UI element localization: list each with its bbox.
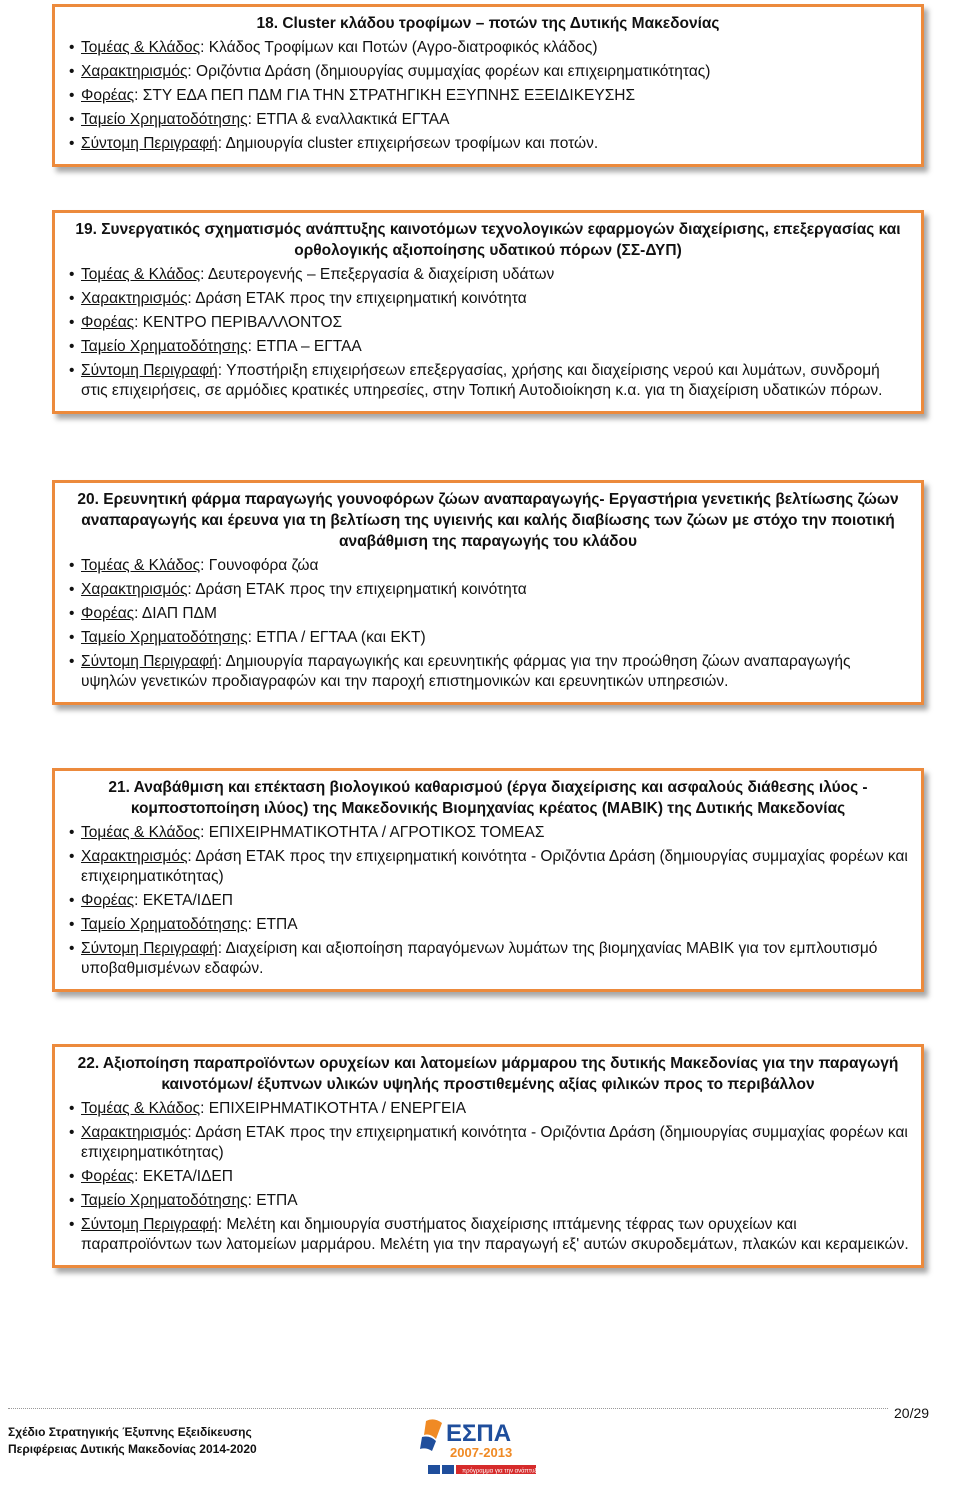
footer-divider xyxy=(8,1408,888,1409)
project-card-20 xyxy=(52,480,924,705)
card-title: 22. Αξιοποίηση παραπροϊόντων ορυχείων και λατομείων μάρμαρου της δυτικής Μακεδονίας για την παραγωγή καινοτόμων/ έξυπνων υλικών υψηλής προστιθεμένης αξίας φιλικών προς το περιβάλλον xyxy=(77,1055,899,1093)
logo-tagline: πρόγραμμα για την ανάπτυξη xyxy=(462,1468,540,1475)
logo-swoosh-orange xyxy=(424,1419,442,1439)
card-title: 18. Cluster κλάδου τροφίμων – ποτών της Δυτικής Μακεδονίας xyxy=(256,15,720,32)
eu-flag-icon xyxy=(442,1465,454,1474)
card-title: 21. Αναβάθμιση και επέκταση βιολογικού καθαρισμού (έργα διαχείρισης και ασφαλούς διάθεσης ιλύος - κομποστοποίηση ιλύος) της Μακεδονικής Βιομηχανίας κρέατος (ΜΑΒΙΚ) της Δυτικής Μακεδονίας xyxy=(108,779,868,817)
field-funding: • Ταμείο Χρηματοδότησης: ΕΤΠΑ / ΕΓΤΑΑ (και ΕΚΤ) xyxy=(67,628,909,648)
field-sector: • Τομέας & Κλάδος: ΕΠΙΧΕΙΡΗΜΑΤΙΚΟΤΗΤΑ / ΑΓΡΟΤΙΚΟΣ ΤΟΜΕΑΣ xyxy=(67,823,909,843)
espa-logo xyxy=(420,1415,540,1479)
field-agency: • Φορέας: ΚΕΝΤΡΟ ΠΕΡΙΒΑΛΛΟΝΤΟΣ xyxy=(67,313,909,333)
field-sector: • Τομέας & Κλάδος: Κλάδος Τροφίμων και Ποτών (Αγρο-διατροφικός κλάδος) xyxy=(67,38,909,58)
field-sector: • Τομέας & Κλάδος: ΕΠΙΧΕΙΡΗΜΑΤΙΚΟΤΗΤΑ / ΕΝΕΡΓΕΙΑ xyxy=(67,1099,909,1119)
field-agency: • Φορέας: ΔΙΑΠ ΠΔΜ xyxy=(67,604,909,624)
field-funding: • Ταμείο Χρηματοδότησης: ΕΤΠΑ xyxy=(67,915,909,935)
page-number: 20/29 xyxy=(894,1405,930,1421)
field-characterization: • Χαρακτηρισμός: Οριζόντια Δράση (δημιουργίας συμμαχίας φορέων και επιχειρηματικότητας) xyxy=(67,62,909,82)
project-card-21 xyxy=(52,768,924,992)
field-characterization: • Χαρακτηρισμός: Δράση ΕΤΑΚ προς την επιχειρηματική κοινότητα xyxy=(67,289,909,309)
footer-line-2: Περιφέρειας Δυτικής Μακεδονίας 2014-2020 xyxy=(8,1442,257,1456)
field-characterization: • Χαρακτηρισμός: Δράση ΕΤΑΚ προς την επιχειρηματική κοινότητα xyxy=(67,580,909,600)
card-title: 19. Συνεργατικός σχηματισμός ανάπτυξης καινοτόμων τεχνολογικών εφαρμογών διαχείρισης, επεξεργασίας και ορθολογικής αξιοποίησης υδατικού πόρων (ΣΣ-ΔΥΠ) xyxy=(75,221,901,259)
field-agency: • Φορέας: ΕΚΕΤΑ/ΙΔΕΠ xyxy=(67,891,909,911)
project-card-22 xyxy=(52,1044,924,1268)
field-description: • Σύντομη Περιγραφή: Δημιουργία παραγωγικής και ερευνητικής φάρμας για την προώθηση ζώων αναπαραγωγής υψηλών γενετικών προδιαγραφών και την παροχή επιστημονικών και ερευνητικών υπηρεσιών. xyxy=(67,652,909,692)
field-characterization: • Χαρακτηρισμός: Δράση ΕΤΑΚ προς την επιχειρηματική κοινότητα - Οριζόντια Δράση (δημιουργίας συμμαχίας φορέων και επιχειρηματικότητας) xyxy=(67,1123,909,1163)
field-description: • Σύντομη Περιγραφή: Μελέτη και δημιουργία συστήματος διαχείρισης ιπτάμενης τέφρας των ορυχείων και παραπροϊόντων των λατομείων μαρμάρου. Μελέτη για την παραγωγή εξ' αυτών σκυροδεμάτων, πλακών και κεραμεικών. xyxy=(67,1215,909,1255)
project-card-18 xyxy=(52,4,924,167)
field-sector: • Τομέας & Κλάδος: Δευτερογενής – Επεξεργασία & διαχείριση υδάτων xyxy=(67,265,909,285)
field-description: • Σύντομη Περιγραφή: Δημιουργία cluster επιχειρήσεων τροφίμων και ποτών. xyxy=(67,134,909,154)
logo-text: ΕΣΠΑ xyxy=(446,1420,512,1447)
footer-line-1: Σχέδιο Στρατηγικής Έξυπνης Εξειδίκευσης xyxy=(8,1425,252,1439)
logo-years: 2007-2013 xyxy=(450,1445,513,1460)
footer-document-title xyxy=(8,1424,257,1458)
logo-swoosh-blue xyxy=(420,1437,436,1452)
greek-flag-icon xyxy=(428,1465,440,1474)
field-agency: • Φορέας: ΣΤΥ ΕΔΑ ΠΕΠ ΠΔΜ ΓΙΑ ΤΗΝ ΣΤΡΑΤΗΓΙΚΗ ΕΞΥΠΝΗΣ ΕΞΕΙΔΙΚΕΥΣΗΣ xyxy=(67,86,909,106)
field-sector: • Τομέας & Κλάδος: Γουνοφόρα ζώα xyxy=(67,556,909,576)
field-funding: • Ταμείο Χρηματοδότησης: ΕΤΠΑ & εναλλακτικά ΕΓΤΑΑ xyxy=(67,110,909,130)
field-funding: • Ταμείο Χρηματοδότησης: ΕΤΠΑ xyxy=(67,1191,909,1211)
field-characterization: • Χαρακτηρισμός: Δράση ΕΤΑΚ προς την επιχειρηματική κοινότητα - Οριζόντια Δράση (δημιουργίας συμμαχίας φορέων και επιχειρηματικότητας) xyxy=(67,847,909,887)
project-card-19 xyxy=(52,210,924,414)
card-title: 20. Ερευνητική φάρμα παραγωγής γουνοφόρων ζώων αναπαραγωγής- Εργαστήρια γενετικής βελτίωσης ζώων αναπαραγωγής και έρευνα για τη βελτίωση της υγιεινής και καλής διαβίωσης των ζώων με στόχο την ποιοτική αναβάθμιση της παραγωγής του κλάδου xyxy=(77,491,899,550)
field-agency: • Φορέας: ΕΚΕΤΑ/ΙΔΕΠ xyxy=(67,1167,909,1187)
field-description: • Σύντομη Περιγραφή: Διαχείριση και αξιοποίηση παραγόμενων λυμάτων της βιομηχανίας ΜΑΒΙΚ για τον εμπλουτισμό υποβαθμισμένων εδαφών. xyxy=(67,939,909,979)
field-funding: • Ταμείο Χρηματοδότησης: ΕΤΠΑ – ΕΓΤΑΑ xyxy=(67,337,909,357)
field-description: • Σύντομη Περιγραφή: Υποστήριξη επιχειρήσεων επεξεργασίας, χρήσης και διαχείρισης νερού και λυμάτων, συνδρομή στις επιχειρήσεις, σε αρμόδιες κρατικές υπηρεσίες, στην Τοπική Αυτοδιοίκηση κ.α. για τη διαχείριση υδατικών πόρων. xyxy=(67,361,909,401)
